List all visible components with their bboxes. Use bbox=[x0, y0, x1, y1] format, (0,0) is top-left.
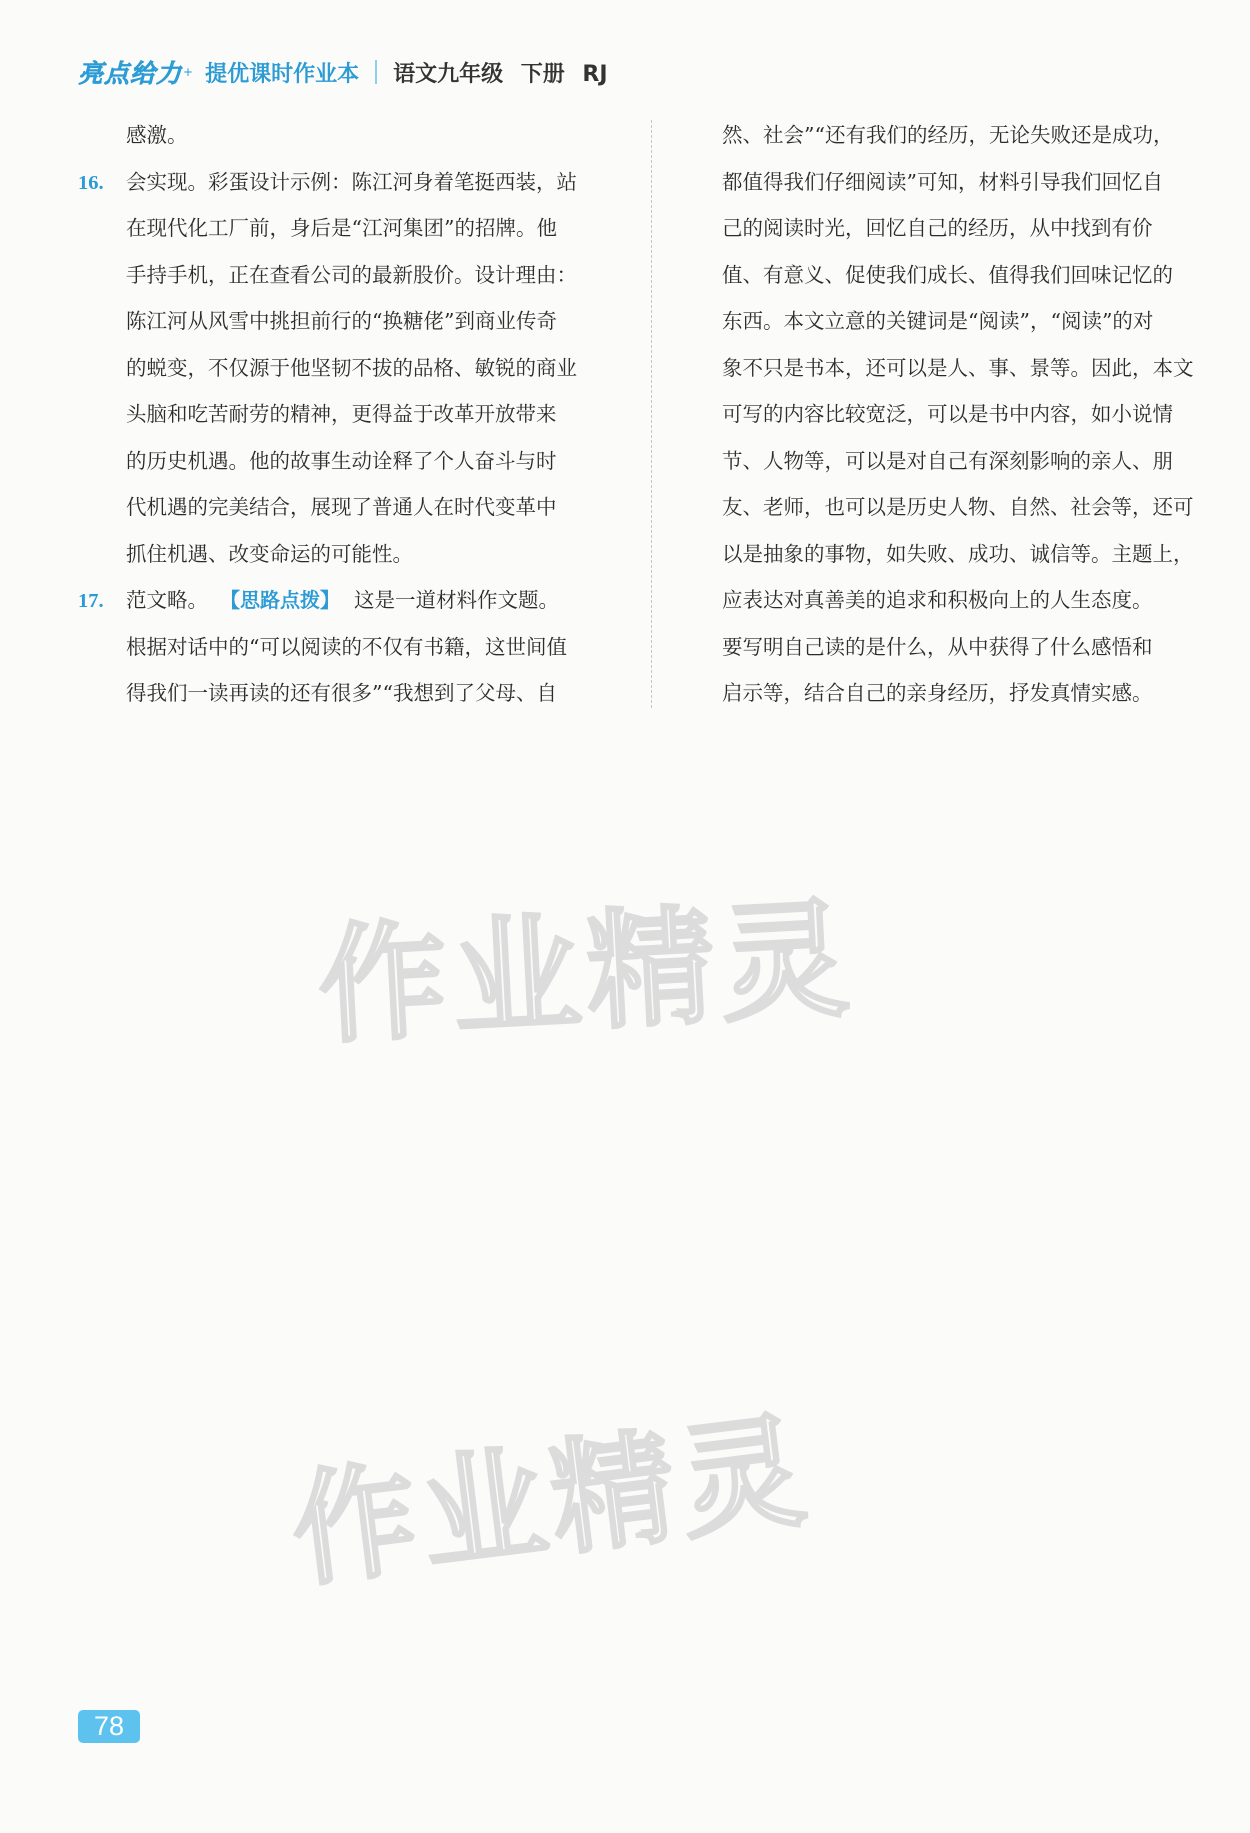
answer-line: 都值得我们仔细阅读”可知，材料引导我们回忆自 bbox=[722, 169, 1163, 194]
answer-line bbox=[78, 345, 634, 392]
answer-text: 得我们一读再读的还有很多”“我想到了父母、自 bbox=[126, 681, 557, 705]
answer-line bbox=[78, 298, 634, 345]
subject-label: 语文九年级 下册 RJ bbox=[393, 61, 608, 87]
question-number: 17. bbox=[78, 590, 104, 612]
answer-line: 象不只是书本，还可以是人、事、景等。因此，本文 bbox=[722, 355, 1194, 380]
answer-line bbox=[78, 624, 634, 671]
answer-text: 头脑和吃苦耐劳的精神，更得益于改革开放带来 bbox=[126, 402, 557, 426]
answer-line: 东西。本文立意的关键词是“阅读”，“阅读”的对 bbox=[722, 309, 1154, 333]
left-column bbox=[78, 112, 634, 717]
answer-line bbox=[78, 252, 634, 299]
brand-logo: 亮点给力 bbox=[78, 59, 183, 88]
answer-line: 可写的内容比较宽泛，可以是书中内容，如小说情 bbox=[722, 402, 1173, 426]
answer-line bbox=[78, 577, 634, 624]
answer-line: 要写明自己读的是什么，从中获得了什么感悟和 bbox=[722, 634, 1153, 659]
answer-text: 的蜕变，不仅源于他坚韧不拔的品格、敏锐的商业 bbox=[126, 355, 577, 380]
answer-text: 根据对话中的“可以阅读的不仅有书籍，这世间值 bbox=[126, 634, 567, 659]
watermark-top: 作业精灵 bbox=[315, 885, 859, 1062]
answer-line bbox=[78, 484, 634, 531]
answer-line bbox=[78, 205, 634, 252]
answer-text: 的历史机遇。他的故事生动诠释了个人奋斗与时 bbox=[126, 448, 557, 473]
answer-text: 手持手机，正在查看公司的最新股价。设计理由： bbox=[126, 262, 577, 287]
answer-text: 在现代化工厂前，身后是“江河集团”的招牌。他 bbox=[126, 216, 557, 240]
answer-line: 然、社会”“还有我们的经历，无论失败还是成功， bbox=[722, 123, 1174, 147]
page-number: 78 bbox=[78, 1710, 140, 1743]
answer-text: 陈江河从风雪中挑担前行的“换糖佬”到商业传奇 bbox=[126, 309, 557, 333]
right-column bbox=[722, 112, 1218, 717]
question-number: 16. bbox=[78, 171, 104, 194]
header-separator bbox=[375, 60, 377, 84]
answer-line: 应表达对真善美的追求和积极向上的人生态度。 bbox=[722, 588, 1153, 612]
answer-line: 启示等，结合自己的亲身经历，抒发真情实感。 bbox=[722, 681, 1153, 705]
answer-line bbox=[78, 670, 634, 717]
column-divider bbox=[651, 120, 652, 708]
answer-text: 这是一道材料作文题。 bbox=[354, 588, 559, 612]
answer-line: 节、人物等，可以是对自己有深刻影响的亲人、朋 bbox=[722, 448, 1173, 473]
answer-line bbox=[78, 159, 634, 206]
hint-label: 【思路点拨】 bbox=[220, 588, 340, 612]
answer-text: 感激。 bbox=[126, 123, 188, 147]
answer-line bbox=[78, 438, 634, 485]
answer-text: 会实现。彩蛋设计示例：陈江河身着笔挺西装，站 bbox=[126, 169, 577, 194]
watermark-bottom: 作业精灵 bbox=[284, 1398, 819, 1606]
answer-line: 以是抽象的事物，如失败、成功、诚信等。主题上， bbox=[722, 541, 1194, 566]
brand-plus-mark: + bbox=[183, 65, 194, 79]
page-header bbox=[78, 52, 1178, 92]
answer-line bbox=[78, 112, 634, 159]
answer-line bbox=[78, 531, 634, 578]
answer-text: 代机遇的完美结合，展现了普通人在时代变革中 bbox=[126, 495, 557, 519]
answer-text: 范文略。 bbox=[126, 588, 208, 612]
answer-line: 友、老师，也可以是历史人物、自然、社会等，还可 bbox=[722, 495, 1194, 519]
answer-line: 值、有意义、促使我们成长、值得我们回味记忆的 bbox=[722, 262, 1173, 287]
series-title: 提优课时作业本 bbox=[205, 61, 360, 87]
answer-line: 己的阅读时光，回忆自己的经历，从中找到有价 bbox=[722, 216, 1153, 240]
answer-text: 抓住机遇、改变命运的可能性。 bbox=[126, 541, 413, 566]
answer-line bbox=[78, 391, 634, 438]
